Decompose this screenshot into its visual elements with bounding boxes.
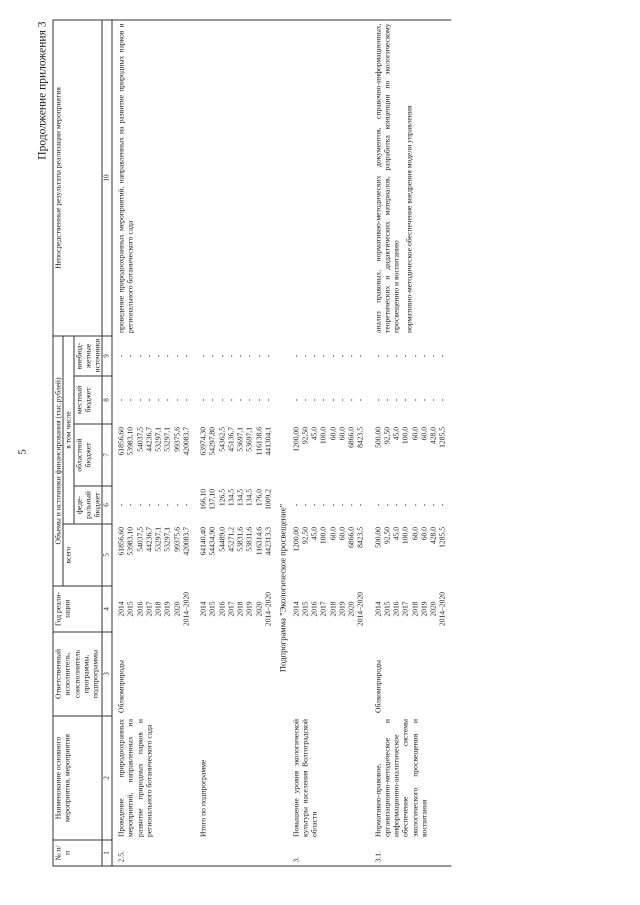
program-table <box>53 19 452 866</box>
colnum: 7 <box>102 424 112 486</box>
row-result-text-2: нормативно-методическое обеспечение внедрения модели управления <box>404 105 414 333</box>
row-result <box>373 20 447 336</box>
table-body <box>112 20 451 866</box>
row-extra: - - - - - - - - <box>116 354 191 358</box>
row-local: - - - - - - - - <box>373 398 447 402</box>
header-executor: Ответственный исполнитель, соисполнитель программы, подпрограммы <box>53 632 102 716</box>
header-federal: феде- ральный бюджет <box>74 486 103 524</box>
colnum: 3 <box>102 632 112 716</box>
row-years: 2014 2015 2016 2017 2018 2019 2020 2014–2020 <box>291 591 365 627</box>
row-executor: Облкомприроды <box>373 660 383 713</box>
header-results: Непосредственные результаты реализации мероприятия <box>53 20 102 336</box>
row-total: 500,00 92,50 45,0 100,0 60,0 60,0 428,0 1285,5 <box>373 527 447 548</box>
header-total: всего <box>63 524 102 586</box>
row-regional: 63974,30 54297,80 54362,5 45136,7 53697,1 53697,1 116138,6 441304,1 <box>198 427 273 456</box>
row-total: 64140,40 54434,90 54489,0 45271,2 53831,6 53831,6 116314,6 442313,3 <box>198 527 273 556</box>
row-name: Повышение уровня экологической культуры населения Волгоградской области <box>291 719 319 837</box>
row-regional: 1200,00 92,50 45,0 100,0 60,0 60,0 6866,0 8423,5 <box>291 427 365 452</box>
row-num: 2.5. <box>112 840 191 866</box>
rotated-page <box>1 0 640 905</box>
row-local: - - - - - - - - <box>291 398 365 402</box>
header-num: № п/п <box>53 840 102 866</box>
column-numbers-row <box>102 20 112 866</box>
row-federal: - - - - - - - - <box>291 503 365 507</box>
row-regional: 61856,60 53983,10 54037,5 44236,7 53297,1 53297,1 99375,6 420083,7 <box>116 427 191 456</box>
table-row <box>373 20 447 866</box>
header-extra: внебюд- жетные источники <box>74 336 103 376</box>
row-years: 2014 2015 2016 2017 2018 2019 2020 2014–2020 <box>116 591 191 627</box>
row-extra: - - - - - - - - <box>291 354 365 358</box>
row-local: - - - - - - - - <box>198 398 273 402</box>
row-federal: 166,10 137,10 126,5 134,5 134,5 134,5 176,0 1009,2 <box>198 489 273 510</box>
header-local: местный бюджет <box>74 376 103 424</box>
row-spacer <box>447 20 451 866</box>
colnum: 10 <box>102 20 112 336</box>
row-name: Итого по подпрограмме <box>198 759 208 837</box>
row-total: 61856,60 53983,10 54037,5 44236,7 53297,1 53297,1 99375,6 420083,7 <box>116 527 191 556</box>
colnum: 6 <box>102 486 112 524</box>
table-row <box>112 20 191 866</box>
row-extra: - - - - - - - - <box>373 354 447 358</box>
table-row <box>291 20 365 866</box>
row-federal: - - - - - - - - <box>116 503 191 507</box>
colnum: 1 <box>102 840 112 866</box>
colnum: 4 <box>102 586 112 632</box>
row-result: проведение природоохранных мероприятий, направленных на развитие природных парков и регионального ботанического сада <box>112 20 191 336</box>
header-incl: в том числе <box>63 336 73 524</box>
subprogram-row <box>273 20 291 866</box>
colnum: 9 <box>102 336 112 376</box>
row-regional: 500,00 92,50 45,0 100,0 60,0 60,0 428,0 1285,5 <box>373 427 447 448</box>
row-federal: - - - - - - - - <box>373 503 447 507</box>
subprogram-title: Подпрограмма "Экологическое просвещение" <box>277 503 288 673</box>
row-years: 2014 2015 2016 2017 2018 2019 2020 2014–2020 <box>373 591 447 627</box>
row-spacer <box>191 20 199 866</box>
row-local: - - - - - - - - <box>116 398 191 402</box>
page-number: 5 <box>16 449 29 455</box>
colnum: 5 <box>102 524 112 586</box>
table-header <box>53 20 112 866</box>
row-name: Нормативно-правовое, организационно-методическое и информационно-аналитическое обеспечение системы экологического просвещения и воспитания <box>373 719 429 837</box>
row-result-text: анализ правовых, нормативно-методических документов, справочно-информационных, теоретических и дидактических материалов, разработка концепции по экологическому просвещению и воспитанию <box>373 23 401 333</box>
row-spacer <box>365 20 373 866</box>
row-years: 2014 2015 2016 2017 2018 2019 2020 2014–2020 <box>198 591 273 627</box>
table-row <box>199 20 273 866</box>
colnum: 2 <box>102 716 112 840</box>
header-name: Наименование основного мероприятия, мероприятия <box>53 716 102 840</box>
header-regional: областной бюджет <box>74 424 103 486</box>
row-num: 3. <box>291 840 365 866</box>
row-executor: Облкомприроды <box>116 660 126 713</box>
header-year: Год реали- зации <box>53 586 102 632</box>
row-num: 3.1. <box>373 840 447 866</box>
row-extra: - - - - - - - - <box>198 354 273 358</box>
header-funding: Объемы и источники финансирования (тыс.рублей) <box>53 336 63 586</box>
row-total: 1200,00 92,50 45,0 100,0 60,0 60,0 6866,0 8423,5 <box>291 527 365 552</box>
row-name: Проведение природоохранных мероприятий, направленных на развитие природных парков и регионального ботанического сада <box>116 719 154 837</box>
colnum: 8 <box>102 376 112 424</box>
continuation-label: Продолжение приложения 3 <box>36 21 49 160</box>
